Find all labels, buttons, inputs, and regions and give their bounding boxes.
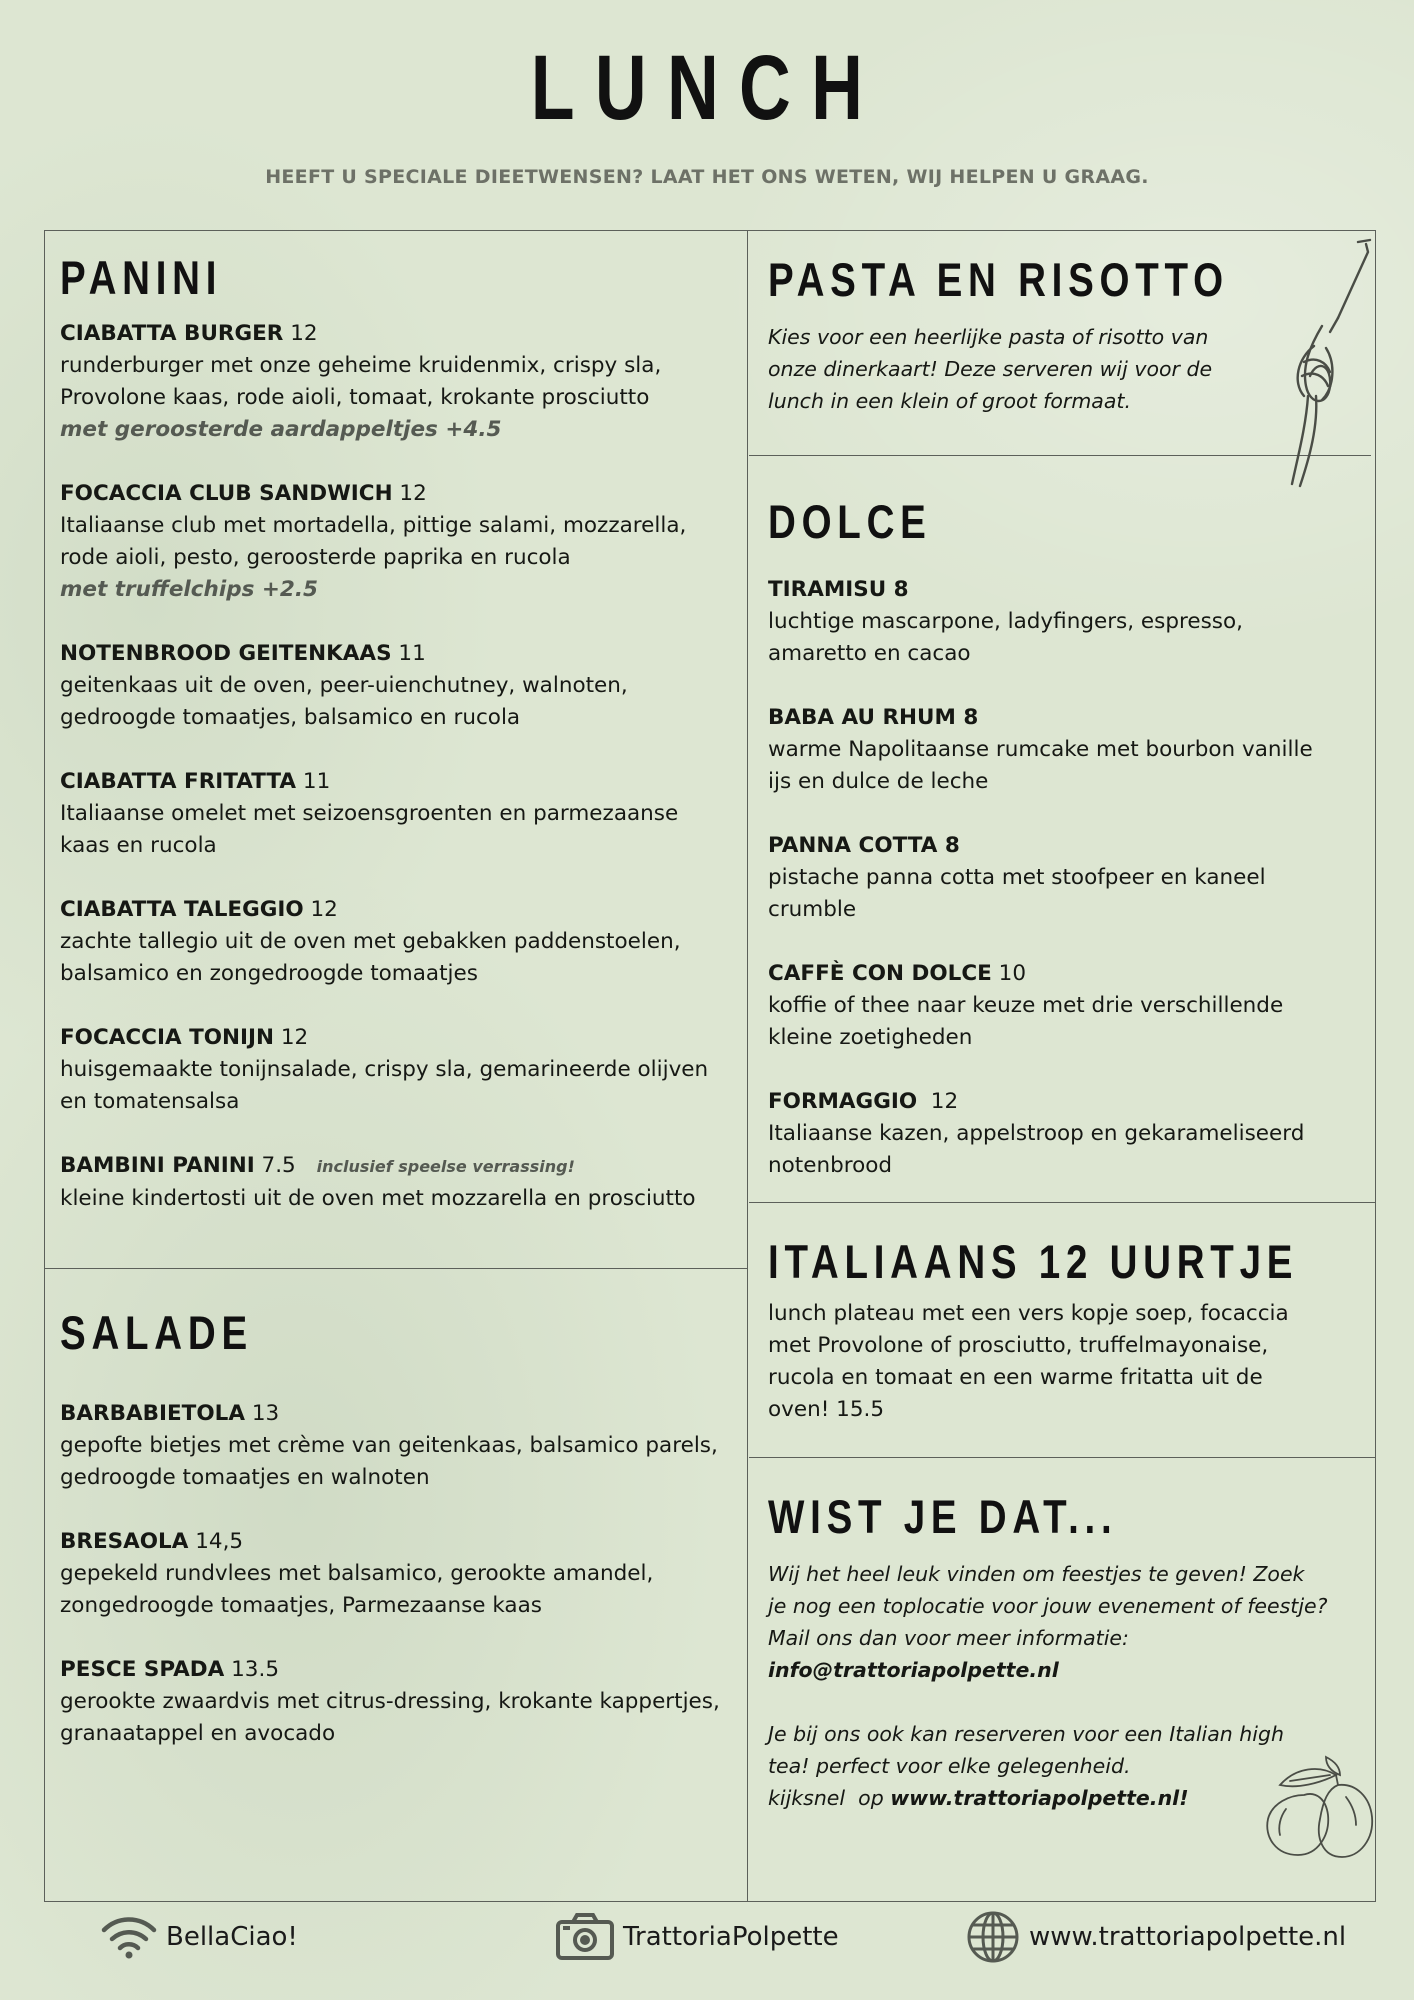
menu-item: [60, 1398, 735, 1494]
menu-item: [768, 830, 1328, 926]
item-price: 13: [251, 1401, 280, 1426]
footer-wifi: [100, 1912, 298, 1962]
section-title-dolce: DOLCE: [768, 495, 932, 548]
item-name: PANNA COTTA 8: [768, 833, 960, 858]
divider-panini-salade: [44, 1268, 747, 1269]
item-description: luchtige mascarpone, ladyfingers, espresso, amaretto en cacao: [768, 609, 1243, 666]
section-title-wist: WIST JE DAT...: [768, 1490, 1118, 1543]
item-price: 11: [302, 769, 331, 794]
menu-item: [60, 1526, 735, 1622]
item-description: warme Napolitaanse rumcake met bourbon vanille ijs en dulce de leche: [768, 737, 1313, 794]
item-extra: met geroosterde aardappeltjes +4.5: [60, 417, 502, 442]
website-url: www.trattoriapolpette.nl: [1029, 1922, 1347, 1952]
pasta-description: Kies voor een heerlijke pasta of risotto van onze dinerkaart! Deze serveren wij voor de lunch in een klein of groot formaat.: [768, 325, 1213, 413]
item-price: 12: [399, 481, 427, 506]
salade-list: [60, 1398, 735, 1782]
menu-item: [60, 638, 730, 734]
item-name: BABA AU RHUM 8: [768, 705, 979, 730]
globe-icon: [965, 1909, 1021, 1965]
item-name: FOCACCIA TONIJN: [60, 1025, 274, 1050]
dolce-list: [768, 574, 1328, 1214]
item-description: gepofte bietjes met crème van geitenkaas, balsamico parels, gedroogde tomaatjes en walnoten: [60, 1433, 718, 1490]
wist-text: [768, 1558, 1328, 1814]
page-subtitle: HEEFT U SPECIALE DIEETWENSEN? LAAT HET ONS WETEN, WIJ HELPEN U GRAAG.: [265, 166, 1149, 188]
item-description: gepekeld rundvlees met balsamico, gerookte amandel, zongedroogde tomaatjes, Parmezaanse kaas: [60, 1561, 654, 1618]
item-name: CAFFÈ CON DOLCE: [768, 961, 992, 986]
item-price: 12: [923, 1089, 959, 1114]
fork-pasta-icon: [1218, 236, 1378, 492]
page-title: LUNCH: [530, 37, 884, 139]
contact-email-link[interactable]: info@trattoriapolpette.nl: [768, 1658, 1059, 1682]
item-name: CIABATTA FRITATTA: [60, 769, 297, 794]
item-price: 7.5: [261, 1153, 296, 1178]
footer-instagram[interactable]: [555, 1912, 839, 1962]
item-price: 10: [998, 961, 1026, 986]
item-description: gerookte zwaardvis met citrus-dressing, krokante kappertjes, granaatappel en avocado: [60, 1689, 720, 1746]
menu-item: [60, 318, 730, 446]
lemon-icon: [1260, 1745, 1375, 1865]
item-price: 12: [280, 1025, 309, 1050]
item-price: 11: [398, 641, 426, 666]
item-description: huisgemaakte tonijnsalade, crispy sla, gemarineerde olijven en tomatensalsa: [60, 1057, 709, 1114]
item-price: 12: [290, 321, 318, 346]
item-description: Italiaanse omelet met seizoensgroenten en parmezaanse kaas en rucola: [60, 801, 679, 858]
item-name: PESCE SPADA: [60, 1657, 225, 1682]
menu-item: [768, 1086, 1328, 1182]
item-price: 12: [310, 897, 338, 922]
item-extra: met truffelchips +2.5: [60, 577, 318, 602]
wist-paragraph-3: kijksnel op: [768, 1786, 891, 1810]
item-name: BRESAOLA: [60, 1529, 189, 1554]
wist-paragraph-2: Je bij ons ook kan reserveren voor een Italian high tea! perfect voor elke gelegenheid.: [768, 1722, 1284, 1778]
camera-icon: [555, 1912, 615, 1962]
panini-list: [60, 318, 730, 1247]
menu-item: [60, 1022, 730, 1118]
menu-item: [60, 478, 730, 606]
item-name: TIRAMISU 8: [768, 577, 909, 602]
item-name: FOCACCIA CLUB SANDWICH: [60, 481, 393, 506]
item-name: FORMAGGIO: [768, 1089, 918, 1114]
item-name: BARBABIETOLA: [60, 1401, 245, 1426]
item-description: kleine kindertosti uit de oven met mozzarella en prosciutto: [60, 1186, 696, 1211]
item-description: zachte tallegio uit de oven met gebakken paddenstoelen, balsamico en zongedroogde tomaatjes: [60, 929, 681, 986]
uurtje-description: lunch plateau met een vers kopje soep, focaccia met Provolone of prosciutto, truffelmayonaise, rucola en tomaat en een warme fritatta uit de oven! 15.5: [768, 1301, 1289, 1422]
menu-item: [60, 766, 730, 862]
menu-item: [60, 1654, 735, 1750]
column-divider: [747, 230, 748, 1902]
menu-item: [60, 1150, 730, 1215]
footer-website[interactable]: [965, 1912, 1346, 1962]
section-title-panini: PANINI: [60, 251, 223, 304]
menu-item: [60, 894, 730, 990]
item-description: Italiaanse club met mortadella, pittige salami, mozzarella, rode aioli, pesto, geroosterde paprika en rucola: [60, 513, 687, 570]
website-link[interactable]: www.trattoriapolpette.nl!: [890, 1786, 1189, 1810]
item-name: CIABATTA TALEGGIO: [60, 897, 304, 922]
item-name: CIABATTA BURGER: [60, 321, 284, 346]
item-description: Italiaanse kazen, appelstroop en gekarameliseerd notenbrood: [768, 1121, 1305, 1178]
section-title-pasta: PASTA EN RISOTTO: [768, 253, 1229, 306]
item-description: runderburger met onze geheime kruidenmix, crispy sla, Provolone kaas, rode aioli, tomaat, krokante prosciutto: [60, 353, 662, 410]
item-name: BAMBINI PANINI: [60, 1153, 255, 1178]
instagram-handle: TrattoriaPolpette: [623, 1922, 839, 1952]
wifi-name: BellaCiao!: [166, 1922, 298, 1952]
section-title-salade: SALADE: [60, 1306, 253, 1359]
item-description: koffie of thee naar keuze met drie verschillende kleine zoetigheden: [768, 993, 1284, 1050]
item-price: 13.5: [231, 1657, 279, 1682]
item-price: 14,5: [195, 1529, 244, 1554]
menu-item: [768, 702, 1328, 798]
item-description: pistache panna cotta met stoofpeer en kaneel crumble: [768, 865, 1266, 922]
divider-uurtje-wist: [749, 1457, 1375, 1458]
item-description: geitenkaas uit de oven, peer-uienchutney, walnoten, gedroogde tomaatjes, balsamico en rucola: [60, 673, 628, 730]
menu-item: [768, 574, 1328, 670]
menu-item: [768, 958, 1328, 1054]
item-note: inclusief speelse verrassing!: [316, 1157, 575, 1176]
wist-paragraph-1: Wij het heel leuk vinden om feestjes te geven! Zoek je nog een toplocatie voor jouw evenement of feestje? Mail ons dan voor meer informatie:: [768, 1562, 1328, 1650]
item-name: NOTENBROOD GEITENKAAS: [60, 641, 392, 666]
wifi-icon: [100, 1914, 158, 1960]
section-title-uurtje: ITALIAANS 12 UURTJE: [768, 1235, 1299, 1288]
